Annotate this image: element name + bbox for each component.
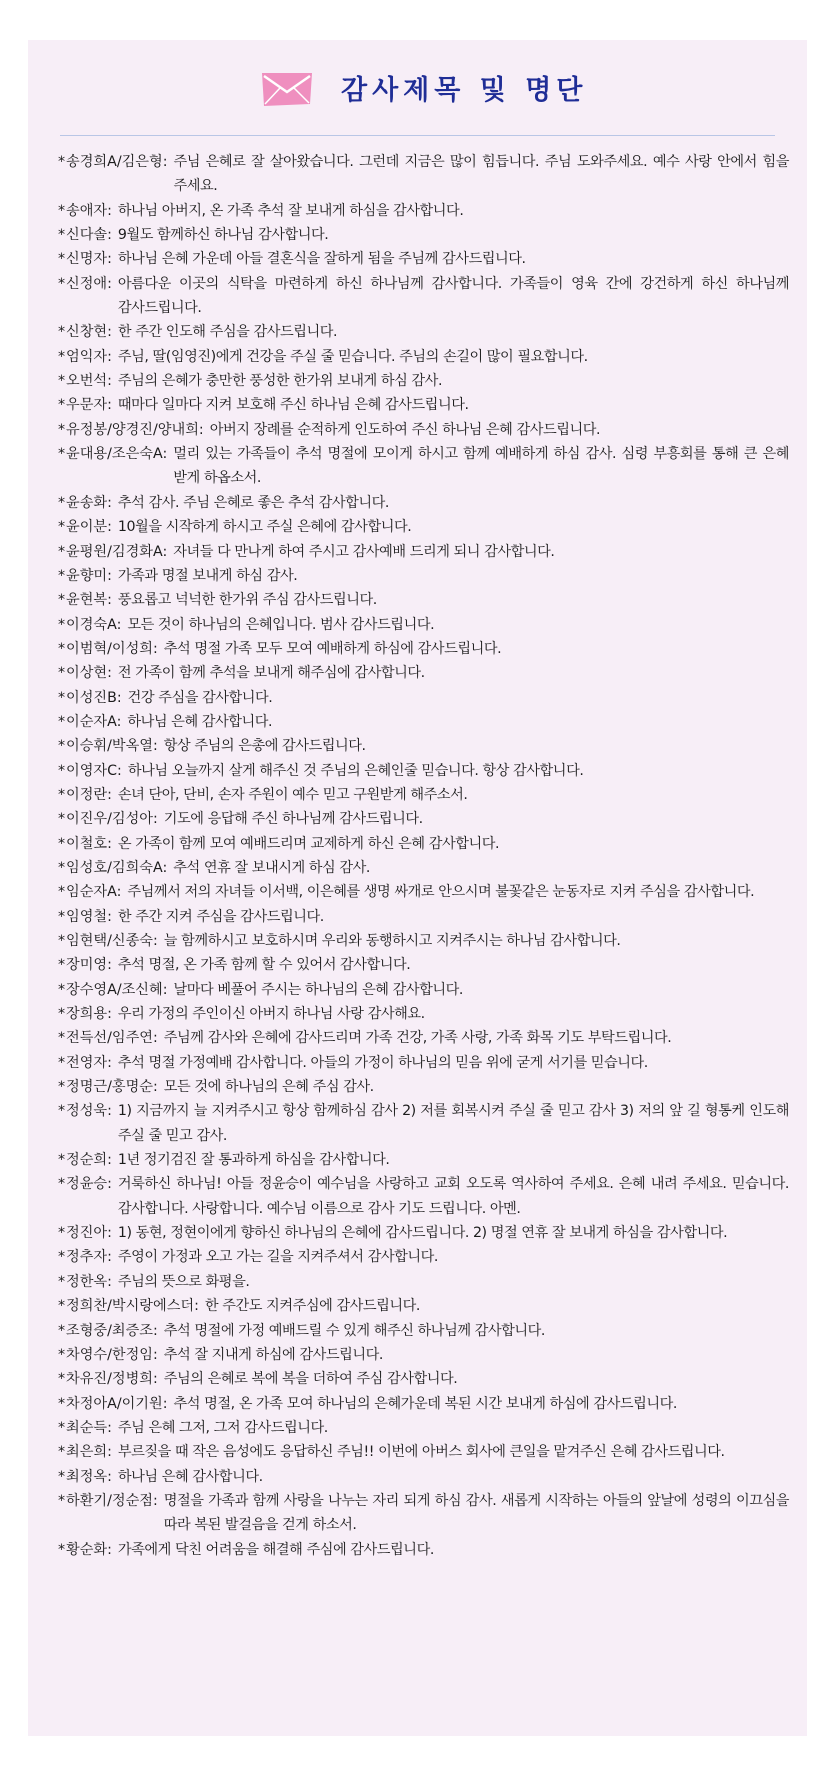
entry-text: 손녀 단아, 단비, 손자 주원이 예수 믿고 구원받게 해주소서. [117,786,468,803]
entry-text: 추석 명절 가족 모두 모여 예배하게 하심에 감사드립니다. [163,640,502,657]
bullet-star: * [58,981,66,998]
entry-text: 1년 정기검진 잘 통과하게 하심을 감사합니다. [117,1152,390,1169]
bullet-star: * [58,689,66,706]
bullet-star: * [58,1322,66,1339]
list-item [58,1489,789,1538]
header [28,40,807,135]
prayer-list-card [28,40,807,1736]
entry-text: 하나님 은혜 감사합니다. [117,1468,263,1485]
entry-name: 정희찬/박시랑에스더: [66,1298,199,1315]
bullet-star: * [58,786,66,803]
list-item [58,783,789,807]
entry-text: 한 주간 인도해 주심을 감사드립니다. [117,324,338,341]
bullet-star: * [58,543,66,560]
list-item [58,953,789,977]
bullet-star: * [58,859,66,876]
entry-text: 부르짖을 때 작은 음성에도 응답하신 주님!! 이번에 아버스 회사에 큰일을 맡겨주신 은혜 감사드립니다. [117,1444,725,1461]
entry-name: 이철호: [66,835,112,852]
entry-text: 온 가족이 함께 모여 예배드리며 교제하게 하신 은혜 감사합니다. [117,835,500,852]
entry-text: 가족과 명절 보내게 하심 감사. [117,567,298,584]
entry-text: 가족에게 닥친 어려움을 해결해 주심에 감사드립니다. [117,1541,434,1558]
bullet-star: * [58,494,66,511]
entry-name: 이상현: [66,665,112,682]
list-item [58,759,789,783]
list-item [58,613,789,637]
entry-text: 우리 가정의 주인이신 아버지 하나님 사랑 감사해요. [117,1006,425,1023]
bullet-star: * [58,1444,66,1461]
entry-name: 임순자A: [66,884,122,901]
entry-text: 9월도 함께하신 하나님 감사합니다. [117,227,329,244]
bullet-star: * [58,251,66,268]
list-item [58,1416,789,1440]
list-item [58,1343,789,1367]
entry-name: 이승휘/박옥열: [66,738,158,755]
bullet-star: * [58,1273,66,1290]
list-item [58,247,789,271]
list-item [58,588,789,612]
bullet-star: * [58,1395,66,1412]
bullet-star: * [58,640,66,657]
list-item [58,978,789,1002]
list-item [58,223,789,247]
entry-text: 모든 것에 하나님의 은혜 주심 감사. [163,1079,374,1096]
list-item [58,491,789,515]
list-item [58,320,789,344]
entry-name: 이진우/김성아: [66,811,158,828]
entry-name: 윤이분: [66,519,112,536]
bullet-star: * [58,227,66,244]
entry-text: 주님의 은혜가 충만한 풍성한 한가위 보내게 하심 감사. [117,373,442,390]
bullet-star: * [58,1298,66,1315]
bullet-star: * [58,884,66,901]
list-item [58,710,789,734]
list-item [58,1002,789,1026]
list-item [58,905,789,929]
bullet-star: * [58,1079,66,1096]
bullet-star: * [58,665,66,682]
entry-text: 한 주간도 지켜주심에 감사드립니다. [204,1298,420,1315]
bullet-star: * [58,446,66,463]
entry-text: 하나님 오늘까지 살게 해주신 것 주님의 은혜인줄 믿습니다. 항상 감사합니다. [127,762,584,779]
list-item [58,1270,789,1294]
entry-text: 추석 명절에 가정 예배드릴 수 있게 해주신 하나님께 감사합니다. [163,1322,545,1339]
entry-name: 윤대용/조은숙A: [66,446,168,463]
list-item [58,1051,789,1075]
bullet-star: * [58,1249,66,1266]
list-item [58,1319,789,1343]
bullet-star: * [58,811,66,828]
entry-name: 신정애: [66,275,112,292]
bullet-star: * [58,1103,66,1120]
list-item [58,345,789,369]
entry-text: 하나님 아버지, 온 가족 추석 잘 보내게 하심을 감사합니다. [117,202,464,219]
entry-name: 이정란: [66,786,112,803]
list-item [58,272,789,321]
entry-name: 이경숙A: [66,616,122,633]
bullet-star: * [58,1006,66,1023]
entry-list [58,150,789,1562]
list-item [58,1148,789,1172]
bullet-star: * [58,1054,66,1071]
list-item [58,1440,789,1464]
bullet-star: * [58,397,66,414]
bullet-star: * [58,275,66,292]
entry-text: 때마다 일마다 지켜 보호해 주신 하나님 은혜 감사드립니다. [117,397,469,414]
entry-name: 정윤승: [66,1176,112,1193]
entry-text: 추석 잘 지내게 하심에 감사드립니다. [163,1346,383,1363]
bullet-star: * [58,1225,66,1242]
entry-name: 차유진/정병희: [66,1371,158,1388]
bullet-star: * [58,421,66,438]
list-item [58,637,789,661]
entry-text: 거룩하신 하나님! 아들 정윤승이 예수님을 사랑하고 교회 오도록 역사하여 주세요. 은혜 내려 주세요. 믿습니다. 감사합니다. 사랑합니다. 예수님 이름으로 감사 기도 드립니다. 아멘. [117,1176,789,1217]
bullet-star: * [58,957,66,974]
entry-name: 전득선/임주연: [66,1030,158,1047]
list-item [58,1099,789,1148]
entry-name: 송애자: [66,202,112,219]
list-item [58,515,789,539]
list-item [58,1465,789,1489]
bullet-star: * [58,567,66,584]
list-item [58,1075,789,1099]
list-item [58,734,789,758]
entry-text: 풍요롭고 넉넉한 한가위 주심 감사드립니다. [117,592,377,609]
bullet-star: * [58,933,66,949]
bullet-star: * [58,1346,66,1363]
entry-name: 최정옥: [66,1468,112,1485]
entry-text: 주님 은혜 그저, 그저 감사드립니다. [117,1419,328,1436]
entry-name: 황순화: [66,1541,112,1558]
entry-text: 주님께서 저의 자녀들 이서백, 이은혜를 생명 싸개로 안으시며 불꽃같은 눈동자로 지켜 주심을 감사합니다. [127,884,755,901]
entry-text: 아버지 장례를 순적하게 인도하여 주신 하나님 은혜 감사드립니다. [209,421,601,438]
bullet-star: * [58,738,66,755]
list-item [58,856,789,880]
entry-name: 하환기/정순점: [66,1492,158,1509]
entry-name: 차영수/한정임: [66,1346,158,1363]
divider [60,135,775,136]
list-item [58,686,789,710]
entry-text: 하나님 은혜 가운데 아들 결혼식을 잘하게 됨을 주님께 감사드립니다. [117,251,526,268]
entry-name: 이성진B: [66,689,122,706]
entry-text: 한 주간 지켜 주심을 감사드립니다. [117,908,324,925]
entry-text: 추석 명절, 온 가족 함께 할 수 있어서 감사합니다. [117,957,411,974]
entry-name: 전영자: [66,1054,112,1071]
entry-text: 추석 명절 가정예배 감사합니다. 아들의 가정이 하나님의 믿음 위에 굳게 서기를 믿습니다. [117,1054,648,1071]
bullet-star: * [58,1176,66,1193]
bullet-star: * [58,202,66,219]
entry-text: 추석 명절, 온 가족 모여 하나님의 은혜가운데 복된 시간 보내게 하심에 감사드립니다. [173,1395,677,1412]
list-item [58,1367,789,1391]
page-title: 감사제목 및 명단 [341,75,588,106]
list-item [58,442,789,491]
list-item [58,880,789,904]
entry-name: 오번석: [66,373,112,390]
entry-name: 엄익자: [66,348,112,365]
entry-text: 전 가족이 함께 추석을 보내게 해주심에 감사합니다. [117,665,425,682]
bullet-star: * [58,592,66,609]
entry-name: 이영자C: [66,762,122,779]
entry-name: 정한옥: [66,1273,112,1290]
list-item [58,418,789,442]
entry-name: 우문자: [66,397,112,414]
list-item [58,1026,789,1050]
list-item [58,807,789,831]
list-item [58,199,789,223]
entry-name: 차정아A/이기원: [66,1395,168,1412]
envelope-icon [262,73,312,107]
entry-name: 장미영: [66,957,112,974]
bullet-star: * [58,519,66,536]
entry-name: 신명자: [66,251,112,268]
list-item [58,832,789,856]
bullet-star: * [58,1541,66,1558]
entry-text: 자녀들 다 만나게 하여 주시고 감사예배 드리게 되니 감사합니다. [173,543,555,560]
list-item [58,540,789,564]
entry-name: 송경희A/김은형: [66,154,168,170]
entry-name: 임영철: [66,908,112,925]
entry-text: 주님 은혜로 잘 살아왔습니다. 그런데 지금은 많이 힘듭니다. 주님 도와주세요. 예수 사랑 안에서 힘을 주세요. [173,154,789,195]
list-item [58,564,789,588]
list-item [58,929,789,953]
list-item [58,1538,789,1562]
entry-name: 신창현: [66,324,112,341]
bullet-star: * [58,324,66,341]
entry-text: 1) 지금까지 늘 지켜주시고 항상 함께하심 감사 2) 저를 회복시켜 주실 줄 믿고 감사 3) 저의 앞 길 형통케 인도해 주실 줄 믿고 감사. [117,1103,789,1144]
entry-text: 멀리 있는 가족들이 추석 명절에 모이게 하시고 함께 예배하게 하심 감사. 심령 부흥회를 통해 큰 은혜 받게 하옵소서. [173,446,789,487]
entry-text: 날마다 베풀어 주시는 하나님의 은혜 감사합니다. [173,981,463,998]
entry-text: 추석 연휴 잘 보내시게 하심 감사. [173,859,370,876]
bullet-star: * [58,1030,66,1047]
entry-text: 주님의 뜻으로 화평을. [117,1273,250,1290]
bullet-star: * [58,713,66,730]
bullet-star: * [58,1371,66,1388]
bullet-star: * [58,835,66,852]
entry-text: 1) 동현, 정현이에게 향하신 하나님의 은혜에 감사드립니다. 2) 명절 연휴 잘 보내게 하심을 감사합니다. [117,1225,728,1242]
bullet-star: * [58,762,66,779]
bullet-star: * [58,1419,66,1436]
entry-text: 주님, 딸(임영진)에게 건강을 주실 줄 믿습니다. 주님의 손길이 많이 필요합니다. [117,348,588,365]
list-item [58,393,789,417]
bullet-star: * [58,348,66,365]
entry-name: 정성욱: [66,1103,112,1120]
entry-name: 장희용: [66,1006,112,1023]
entry-text: 하나님 은혜 감사합니다. [127,713,273,730]
entry-text: 10월을 시작하게 하시고 주실 은혜에 감사합니다. [117,519,412,536]
bullet-star: * [58,1152,66,1169]
list-item [58,369,789,393]
entry-text: 명절을 가족과 함께 사랑을 나누는 자리 되게 하심 감사. 새롭게 시작하는 아들의 앞날에 성령의 이끄심을 따라 복된 발걸음을 걷게 하소서. [163,1492,789,1534]
entry-name: 임성호/김희숙A: [66,859,168,876]
entry-name: 유정봉/양경진/양내희: [66,421,204,438]
entry-text: 항상 주님의 은총에 감사드립니다. [163,738,366,755]
list-item [58,1392,789,1416]
list-item [58,661,789,685]
entry-name: 윤송화: [66,494,112,511]
entry-text: 주님께 감사와 은혜에 감사드리며 가족 건강, 가족 사랑, 가족 화목 기도 부탁드립니다. [163,1030,672,1047]
bullet-star: * [58,1492,66,1509]
bullet-star: * [58,373,66,390]
bullet-star: * [58,1468,66,1485]
entry-name: 정추자: [66,1249,112,1266]
entry-name: 이순자A: [66,713,122,730]
entry-text: 모든 것이 하나님의 은혜입니다. 범사 감사드립니다. [127,616,435,633]
bullet-star: * [58,154,66,170]
entry-name: 정순희: [66,1152,112,1169]
list-item [58,150,789,199]
bullet-star: * [58,908,66,925]
entry-name: 윤현복: [66,592,112,609]
entry-name: 윤평원/김경화A: [66,543,168,560]
list-item [58,1172,789,1221]
entry-text: 건강 주심을 감사합니다. [127,689,273,706]
list-item [58,1245,789,1269]
entry-name: 이범혁/이성희: [66,640,158,657]
entry-name: 윤향미: [66,567,112,584]
entry-name: 신다솔: [66,227,112,244]
list-item [58,1294,789,1318]
entry-name: 정명근/홍명순: [66,1079,158,1096]
entry-text: 주영이 가정과 오고 가는 길을 지켜주셔서 감사합니다. [117,1249,438,1266]
entry-name: 조형중/최증조: [66,1322,158,1339]
entry-text: 늘 함께하시고 보호하시며 우리와 동행하시고 지켜주시는 하나님 감사합니다. [163,933,621,949]
entry-name: 최순득: [66,1419,112,1436]
entry-text: 기도에 응답해 주신 하나님께 감사드립니다. [163,811,423,828]
entry-name: 최은희: [66,1444,112,1461]
list-item [58,1221,789,1245]
entry-text: 아름다운 이곳의 식탁을 마련하게 하신 하나님께 감사합니다. 가족들이 영육 간에 강건하게 하신 하나님께 감사드립니다. [117,275,789,317]
entry-text: 추석 감사. 주님 은혜로 좋은 추석 감사합니다. [117,494,389,511]
entry-name: 장수영A/조신혜: [66,981,168,998]
entry-name: 정진아: [66,1225,112,1242]
entry-text: 주님의 은혜로 복에 복을 더하여 주심 감사합니다. [163,1371,458,1388]
entry-name: 임현택/신종숙: [66,933,158,949]
bullet-star: * [58,616,66,633]
